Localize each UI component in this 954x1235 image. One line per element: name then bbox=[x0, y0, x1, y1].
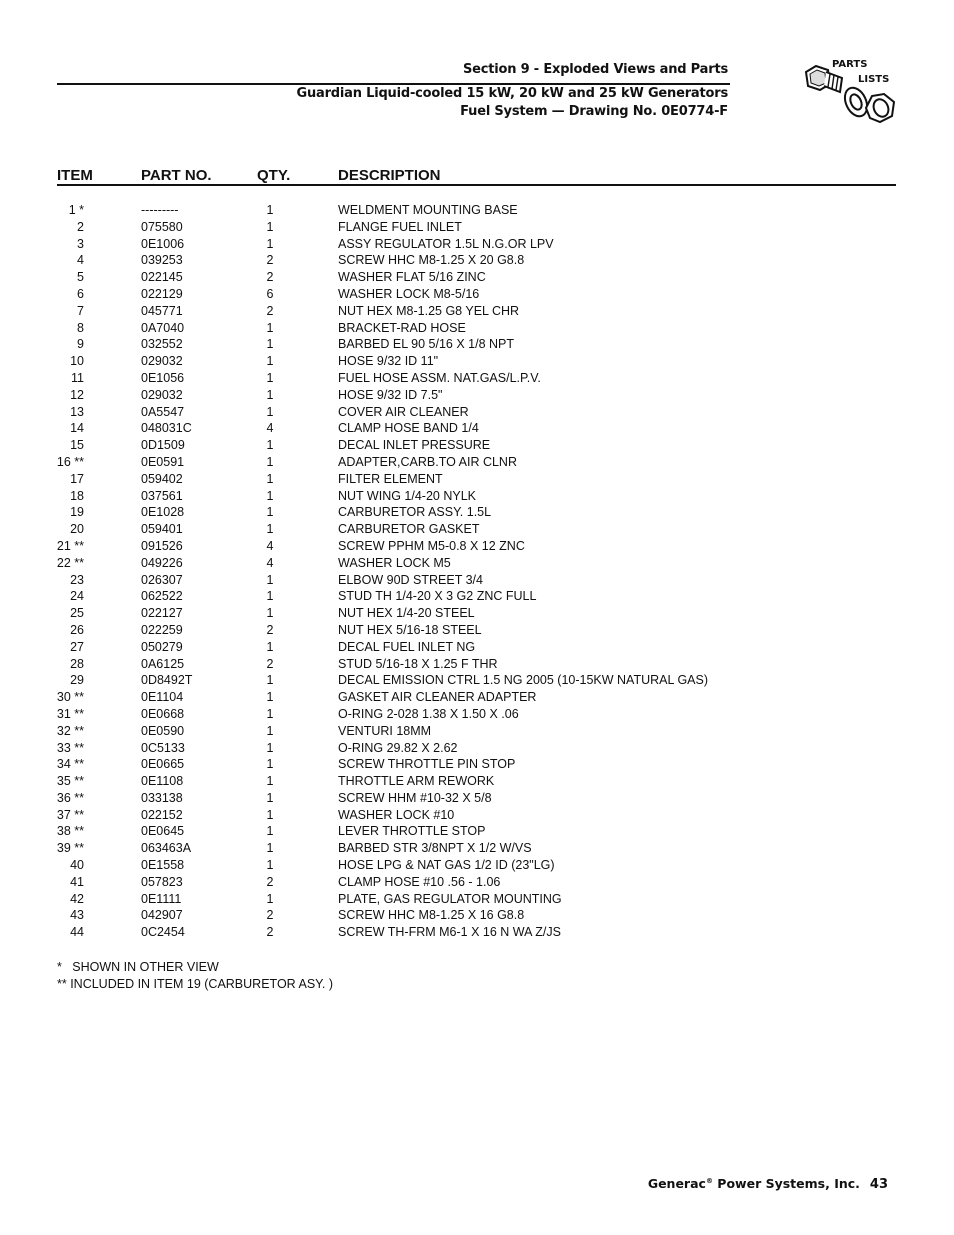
quantity: 2 bbox=[266, 622, 274, 637]
item-number: 29 bbox=[70, 673, 84, 688]
part-number: 0E1108 bbox=[141, 774, 184, 789]
description: COVER AIR CLEANER bbox=[338, 404, 469, 419]
table-row bbox=[0, 689, 954, 706]
part-number: 042907 bbox=[141, 908, 183, 923]
description: DECAL FUEL INLET NG bbox=[338, 639, 476, 654]
item-number: 23 bbox=[70, 572, 84, 587]
item-number: 1 * bbox=[68, 203, 84, 217]
description: GASKET AIR CLEANER ADAPTER bbox=[338, 690, 537, 705]
item-number: 15 bbox=[70, 438, 84, 453]
quantity: 1 bbox=[266, 774, 274, 789]
item-number: 32 ** bbox=[56, 723, 84, 738]
part-number: 0E1111 bbox=[141, 891, 182, 906]
quantity: 1 bbox=[266, 740, 274, 755]
table-row bbox=[0, 588, 954, 605]
description: DECAL INLET PRESSURE bbox=[338, 438, 491, 453]
table-row bbox=[0, 387, 954, 404]
item-number: 35 ** bbox=[56, 774, 84, 789]
description: O-RING 29.82 X 2.62 bbox=[338, 740, 458, 755]
item-number: 18 bbox=[70, 488, 84, 503]
item-number: 38 ** bbox=[56, 824, 84, 839]
item-number: 21 ** bbox=[56, 538, 84, 553]
part-number: 049226 bbox=[141, 555, 183, 570]
description: O-RING 2-028 1.38 X 1.50 X .06 bbox=[338, 706, 519, 721]
table-row bbox=[0, 891, 954, 908]
quantity: 1 bbox=[266, 589, 274, 604]
part-number: 063463A bbox=[141, 841, 192, 856]
description: CARBURETOR ASSY. 1.5L bbox=[338, 505, 492, 520]
table-row bbox=[0, 572, 954, 589]
table-row bbox=[0, 840, 954, 857]
table-row bbox=[0, 521, 954, 538]
description: PLATE, GAS REGULATOR MOUNTING bbox=[338, 891, 562, 906]
item-number: 12 bbox=[70, 387, 84, 402]
description: BARBED STR 3/8NPT X 1/2 W/VS bbox=[338, 841, 532, 856]
item-number: 2 bbox=[77, 219, 84, 234]
description: NUT WING 1/4-20 NYLK bbox=[338, 488, 477, 503]
table-row bbox=[0, 857, 954, 874]
document-title: Guardian Liquid-cooled 15 kW, 20 kW and 25 kW Generators bbox=[296, 86, 728, 101]
table-row bbox=[0, 286, 954, 303]
part-number: 022259 bbox=[141, 622, 183, 637]
part-number: 022127 bbox=[141, 606, 183, 621]
quantity: 1 bbox=[266, 387, 274, 402]
part-number: 0E0591 bbox=[141, 454, 185, 469]
table-row bbox=[0, 740, 954, 757]
table-row bbox=[0, 437, 954, 454]
table-row bbox=[0, 622, 954, 639]
drawing-number: Fuel System — Drawing No. 0E0774-F bbox=[460, 104, 728, 119]
quantity: 1 bbox=[266, 639, 274, 654]
footnote-shown-in-other-view: * SHOWN IN OTHER VIEW bbox=[57, 960, 219, 974]
description: SCREW PPHM M5-0.8 X 12 ZNC bbox=[338, 538, 525, 553]
part-number: 022145 bbox=[141, 270, 183, 285]
quantity: 2 bbox=[266, 908, 274, 923]
description: NUT HEX 5/16-18 STEEL bbox=[338, 622, 482, 637]
table-row bbox=[0, 370, 954, 387]
parts-table bbox=[0, 202, 954, 941]
quantity: 2 bbox=[266, 253, 274, 268]
item-number: 26 bbox=[70, 622, 84, 637]
item-number: 20 bbox=[70, 522, 84, 537]
description: HOSE 9/32 ID 11" bbox=[338, 354, 439, 369]
item-number: 33 ** bbox=[56, 740, 84, 755]
table-row bbox=[0, 219, 954, 236]
quantity: 1 bbox=[266, 572, 274, 587]
part-number: 048031C bbox=[141, 421, 192, 436]
section-heading: Section 9 - Exploded Views and Parts bbox=[462, 62, 728, 77]
quantity: 2 bbox=[266, 925, 274, 940]
part-number: 0E0668 bbox=[141, 706, 185, 721]
table-row bbox=[0, 656, 954, 673]
part-number: 059401 bbox=[141, 522, 183, 537]
quantity: 1 bbox=[266, 841, 274, 856]
description: DECAL EMISSION CTRL 1.5 NG 2005 (10-15KW NATURAL GAS) bbox=[338, 673, 709, 688]
description: WASHER LOCK M8-5/16 bbox=[338, 286, 480, 301]
table-row bbox=[0, 924, 954, 941]
table-row bbox=[0, 303, 954, 320]
table-row bbox=[0, 488, 954, 505]
table-row bbox=[0, 605, 954, 622]
column-header-description: DESCRIPTION bbox=[338, 167, 441, 184]
description: VENTURI 18MM bbox=[338, 723, 432, 738]
item-number: 16 ** bbox=[56, 454, 84, 469]
item-number: 27 bbox=[70, 639, 84, 654]
part-number: 0A7040 bbox=[141, 320, 185, 335]
description: THROTTLE ARM REWORK bbox=[338, 774, 495, 789]
item-number: 11 bbox=[71, 370, 84, 385]
item-number: 43 bbox=[70, 908, 84, 923]
quantity: 1 bbox=[266, 337, 274, 352]
table-row bbox=[0, 269, 954, 286]
description: FILTER ELEMENT bbox=[338, 471, 443, 486]
item-number: 19 bbox=[70, 505, 84, 520]
quantity: 1 bbox=[266, 471, 274, 486]
quantity: 1 bbox=[266, 606, 274, 621]
quantity: 1 bbox=[266, 723, 274, 738]
table-row bbox=[0, 555, 954, 572]
table-row bbox=[0, 236, 954, 253]
quantity: 6 bbox=[266, 286, 274, 301]
column-header-qty: QTY. bbox=[257, 167, 291, 184]
item-number: 34 ** bbox=[56, 757, 84, 772]
column-header-item: ITEM bbox=[57, 167, 93, 184]
table-row bbox=[0, 471, 954, 488]
part-number: 032552 bbox=[141, 337, 183, 352]
part-number: 022152 bbox=[141, 807, 183, 822]
item-number: 30 ** bbox=[56, 690, 84, 705]
part-number: 0E1104 bbox=[141, 690, 184, 705]
part-number: 0C5133 bbox=[141, 740, 185, 755]
item-number: 24 bbox=[70, 589, 84, 604]
description: ADAPTER,CARB.TO AIR CLNR bbox=[338, 454, 517, 469]
quantity: 1 bbox=[266, 757, 274, 772]
quantity: 1 bbox=[266, 219, 274, 234]
item-number: 44 bbox=[70, 925, 84, 940]
description: HOSE 9/32 ID 7.5" bbox=[338, 387, 443, 402]
table-row bbox=[0, 353, 954, 370]
part-number: 050279 bbox=[141, 639, 183, 654]
column-header-rule bbox=[57, 184, 896, 186]
part-number: 0C2454 bbox=[141, 925, 185, 940]
quantity: 1 bbox=[266, 488, 274, 503]
description: SCREW HHM #10-32 X 5/8 bbox=[338, 790, 492, 805]
quantity: 1 bbox=[266, 370, 274, 385]
part-number: 0E0590 bbox=[141, 723, 185, 738]
part-number: 091526 bbox=[141, 538, 183, 553]
footer-company-rest: Power Systems, Inc. bbox=[712, 1176, 860, 1191]
quantity: 1 bbox=[266, 236, 274, 251]
quantity: 4 bbox=[266, 555, 274, 570]
part-number: 0E1056 bbox=[141, 370, 185, 385]
footer-company: Generac bbox=[647, 1176, 706, 1191]
description: NUT HEX 1/4-20 STEEL bbox=[338, 606, 475, 621]
item-number: 6 bbox=[77, 286, 84, 301]
quantity: 2 bbox=[266, 656, 274, 671]
table-row bbox=[0, 790, 954, 807]
table-row bbox=[0, 773, 954, 790]
description: STUD TH 1/4-20 X 3 G2 ZNC FULL bbox=[338, 589, 537, 604]
column-header-part: PART NO. bbox=[141, 167, 212, 184]
table-row bbox=[0, 336, 954, 353]
table-row bbox=[0, 538, 954, 555]
part-number: 0D1509 bbox=[141, 438, 185, 453]
item-number: 3 bbox=[77, 236, 84, 251]
part-number: 059402 bbox=[141, 471, 183, 486]
quantity: 1 bbox=[266, 807, 274, 822]
quantity: 2 bbox=[266, 303, 274, 318]
part-number: 075580 bbox=[141, 219, 183, 234]
part-number: 045771 bbox=[141, 303, 183, 318]
item-number: 22 ** bbox=[56, 555, 84, 570]
table-row bbox=[0, 823, 954, 840]
quantity: 1 bbox=[266, 522, 274, 537]
description: LEVER THROTTLE STOP bbox=[338, 824, 486, 839]
part-number: 062522 bbox=[141, 589, 183, 604]
description: WASHER FLAT 5/16 ZINC bbox=[338, 270, 486, 285]
header-rule bbox=[57, 83, 730, 85]
page-footer bbox=[648, 1176, 888, 1192]
quantity: 1 bbox=[266, 673, 274, 688]
description: SCREW HHC M8-1.25 X 16 G8.8 bbox=[338, 908, 525, 923]
item-number: 17 bbox=[70, 471, 84, 486]
description: STUD 5/16-18 X 1.25 F THR bbox=[338, 656, 498, 671]
table-row bbox=[0, 874, 954, 891]
description: FLANGE FUEL INLET bbox=[338, 219, 462, 234]
item-number: 14 bbox=[70, 421, 84, 436]
quantity: 1 bbox=[266, 404, 274, 419]
item-number: 9 bbox=[77, 337, 84, 352]
description: BARBED EL 90 5/16 X 1/8 NPT bbox=[338, 337, 515, 352]
description: ELBOW 90D STREET 3/4 bbox=[338, 572, 483, 587]
table-row bbox=[0, 807, 954, 824]
description: ASSY REGULATOR 1.5L N.G.OR LPV bbox=[338, 236, 554, 251]
item-number: 5 bbox=[77, 270, 84, 285]
table-row bbox=[0, 907, 954, 924]
description: SCREW HHC M8-1.25 X 20 G8.8 bbox=[338, 253, 525, 268]
part-number: --------- bbox=[141, 203, 179, 217]
description: FUEL HOSE ASSM. NAT.GAS/L.P.V. bbox=[338, 370, 541, 385]
table-row bbox=[0, 504, 954, 521]
table-row bbox=[0, 639, 954, 656]
item-number: 31 ** bbox=[56, 706, 84, 721]
item-number: 13 bbox=[70, 404, 84, 419]
quantity: 2 bbox=[266, 270, 274, 285]
item-number: 4 bbox=[77, 253, 84, 268]
part-number: 0E0665 bbox=[141, 757, 185, 772]
quantity: 4 bbox=[266, 421, 274, 436]
table-row bbox=[0, 404, 954, 421]
description: HOSE LPG & NAT GAS 1/2 ID (23"LG) bbox=[338, 858, 555, 873]
logo-line1: PARTS bbox=[832, 59, 868, 70]
part-number: 0E1028 bbox=[141, 505, 185, 520]
quantity: 1 bbox=[266, 203, 274, 217]
item-number: 28 bbox=[70, 656, 84, 671]
table-row bbox=[0, 202, 954, 219]
item-number: 36 ** bbox=[56, 790, 84, 805]
part-number: 022129 bbox=[141, 286, 183, 301]
description: CARBURETOR GASKET bbox=[338, 522, 480, 537]
description: BRACKET-RAD HOSE bbox=[338, 320, 466, 335]
part-number: 033138 bbox=[141, 790, 183, 805]
description: WASHER LOCK M5 bbox=[338, 555, 451, 570]
part-number: 026307 bbox=[141, 572, 183, 587]
table-row bbox=[0, 320, 954, 337]
description: WELDMENT MOUNTING BASE bbox=[338, 203, 518, 217]
quantity: 1 bbox=[266, 858, 274, 873]
description: NUT HEX M8-1.25 G8 YEL CHR bbox=[338, 303, 520, 318]
quantity: 1 bbox=[266, 354, 274, 369]
registered-mark: ® bbox=[705, 1176, 713, 1185]
part-number: 029032 bbox=[141, 354, 183, 369]
description: CLAMP HOSE BAND 1/4 bbox=[338, 421, 479, 436]
item-number: 7 bbox=[77, 303, 84, 318]
quantity: 1 bbox=[266, 824, 274, 839]
table-row bbox=[0, 454, 954, 471]
description: SCREW TH-FRM M6-1 X 16 N WA Z/JS bbox=[338, 925, 561, 940]
table-row bbox=[0, 672, 954, 689]
part-number: 0E1558 bbox=[141, 858, 185, 873]
part-number: 0D8492T bbox=[141, 673, 193, 688]
item-number: 42 bbox=[70, 891, 84, 906]
part-number: 0E0645 bbox=[141, 824, 185, 839]
footnote-included-in-item-19: ** INCLUDED IN ITEM 19 (CARBURETOR ASY. ) bbox=[57, 977, 333, 991]
quantity: 1 bbox=[266, 438, 274, 453]
description: SCREW THROTTLE PIN STOP bbox=[338, 757, 516, 772]
description: CLAMP HOSE #10 .56 - 1.06 bbox=[338, 874, 501, 889]
item-number: 8 bbox=[77, 320, 84, 335]
item-number: 41 bbox=[70, 874, 84, 889]
parts-lists-icon bbox=[802, 56, 898, 132]
page-number: 43 bbox=[869, 1177, 888, 1192]
item-number: 10 bbox=[70, 354, 84, 369]
quantity: 1 bbox=[266, 891, 274, 906]
part-number: 029032 bbox=[141, 387, 183, 402]
quantity: 1 bbox=[266, 320, 274, 335]
item-number: 40 bbox=[70, 858, 84, 873]
quantity: 1 bbox=[266, 706, 274, 721]
logo-line2: LISTS bbox=[858, 74, 890, 85]
description: WASHER LOCK #10 bbox=[338, 807, 455, 822]
table-row bbox=[0, 723, 954, 740]
part-number: 057823 bbox=[141, 874, 183, 889]
part-number: 0A5547 bbox=[141, 404, 185, 419]
quantity: 1 bbox=[266, 505, 274, 520]
table-row bbox=[0, 706, 954, 723]
table-row bbox=[0, 252, 954, 269]
quantity: 1 bbox=[266, 454, 274, 469]
part-number: 0A6125 bbox=[141, 656, 185, 671]
table-row bbox=[0, 756, 954, 773]
quantity: 4 bbox=[266, 538, 274, 553]
part-number: 037561 bbox=[141, 488, 183, 503]
item-number: 39 ** bbox=[56, 841, 84, 856]
part-number: 039253 bbox=[141, 253, 183, 268]
part-number: 0E1006 bbox=[141, 236, 185, 251]
quantity: 1 bbox=[266, 790, 274, 805]
table-row bbox=[0, 420, 954, 437]
item-number: 37 ** bbox=[56, 807, 84, 822]
item-number: 25 bbox=[70, 606, 84, 621]
quantity: 1 bbox=[266, 690, 274, 705]
quantity: 2 bbox=[266, 874, 274, 889]
